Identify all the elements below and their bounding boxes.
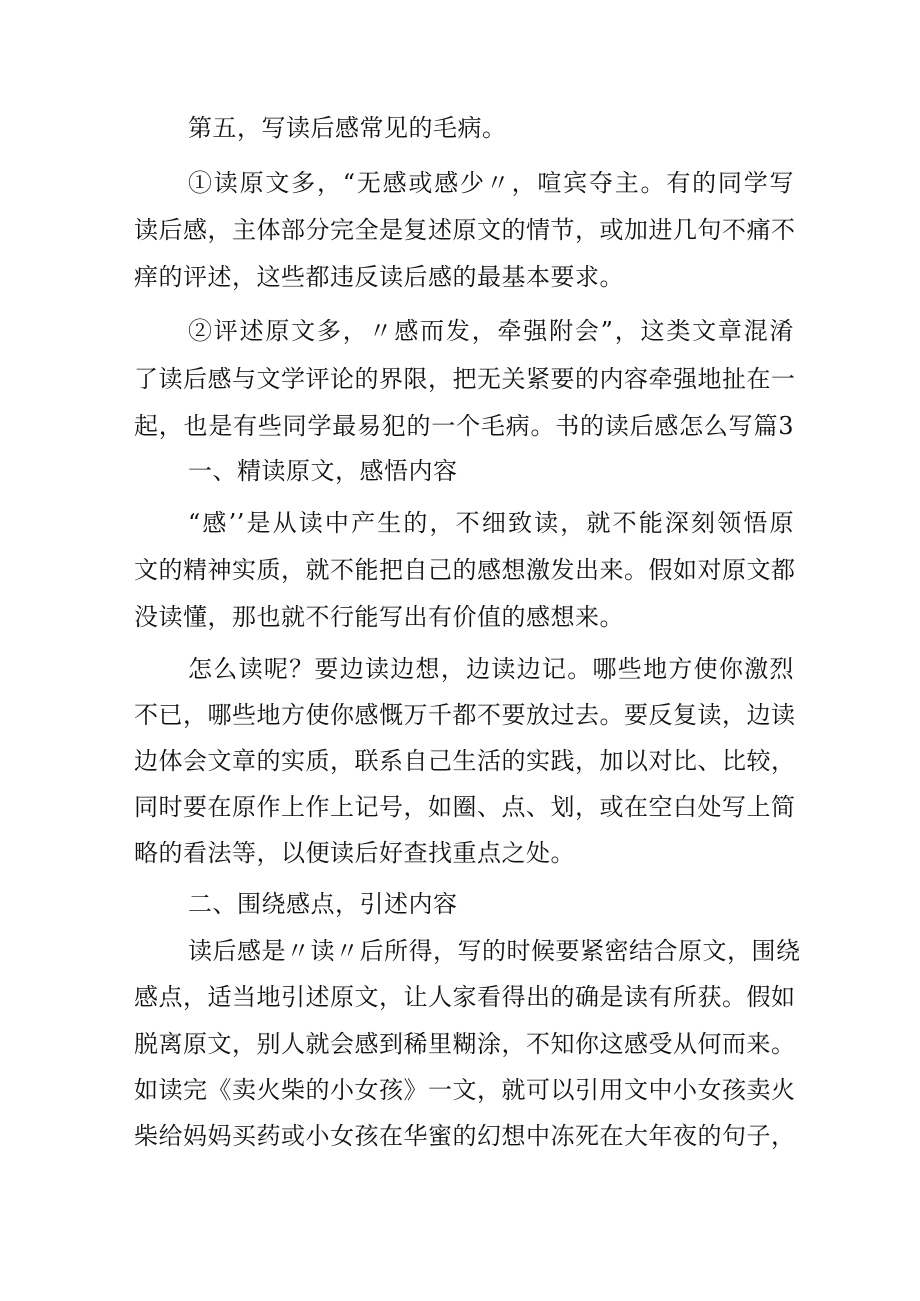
text-line-9: “感’’是从读中产生的，不细致读，就不能深刻领悟原 bbox=[188, 509, 794, 537]
text-line-8: 一、精读原文，感悟内容 bbox=[188, 457, 458, 485]
text-line-6: 了读后感与文学评论的界限，把无关紧要的内容牵强地扯在一 bbox=[134, 365, 796, 393]
text-line-10: 文的精神实质，就不能把自己的感想激发出来。假如对原文都 bbox=[134, 556, 796, 584]
text-line-20: 脱离原文，别人就会感到稀里糊涂，不知你这感受从何而来。 bbox=[134, 1030, 796, 1058]
text-line-2: ①读原文多，“无感或感少〃，喧宾夺主。有的同学写 bbox=[188, 169, 794, 197]
text-line-4: 痒的评述，这些都违反读后感的最基本要求。 bbox=[134, 263, 624, 291]
text-line-16: 略的看法等，以便读后好查找重点之处。 bbox=[134, 839, 575, 867]
text-line-15: 同时要在原作上作上记号，如圈、点、划，或在空白处写上简 bbox=[134, 793, 796, 821]
text-line-18: 读后感是〃读〃后所得，写的时候要紧密结合原文，围绕 bbox=[188, 937, 801, 965]
text-line-3: 读后感，主体部分完全是复述原文的情节，或加进几句不痛不 bbox=[134, 216, 796, 244]
text-line-14: 边体会文章的实质，联系自己生活的实践，加以对比、比较， bbox=[134, 747, 796, 775]
text-line-17: 二、围绕感点，引述内容 bbox=[188, 890, 458, 918]
text-line-19: 感点，适当地引述原文，让人家看得出的确是读有所获。假如 bbox=[134, 983, 796, 1011]
text-line-7: 起，也是有些同学最易犯的一个毛病。书的读后感怎么写篇3 bbox=[134, 412, 794, 440]
text-line-13: 不已，哪些地方使你感慨万千都不要放过去。要反复读，边读 bbox=[134, 701, 796, 729]
text-line-21: 如读完《卖火柴的小女孩》一文，就可以引用文中小女孩卖火 bbox=[134, 1076, 796, 1104]
text-line-5: ②评述原文多，〃感而发，牵强附会”，这类文章混淆 bbox=[188, 317, 794, 345]
text-line-11: 没读懂，那也就不行能写出有价值的感想来。 bbox=[134, 603, 624, 631]
text-line-22: 柴给妈妈买药或小女孩在华蜜的幻想中冻死在大年夜的句子， bbox=[134, 1122, 796, 1150]
text-line-1: 第五，写读后感常见的毛病。 bbox=[188, 114, 507, 142]
text-line-12: 怎么读呢？要边读边想，边读边记。哪些地方使你激烈 bbox=[188, 655, 794, 683]
